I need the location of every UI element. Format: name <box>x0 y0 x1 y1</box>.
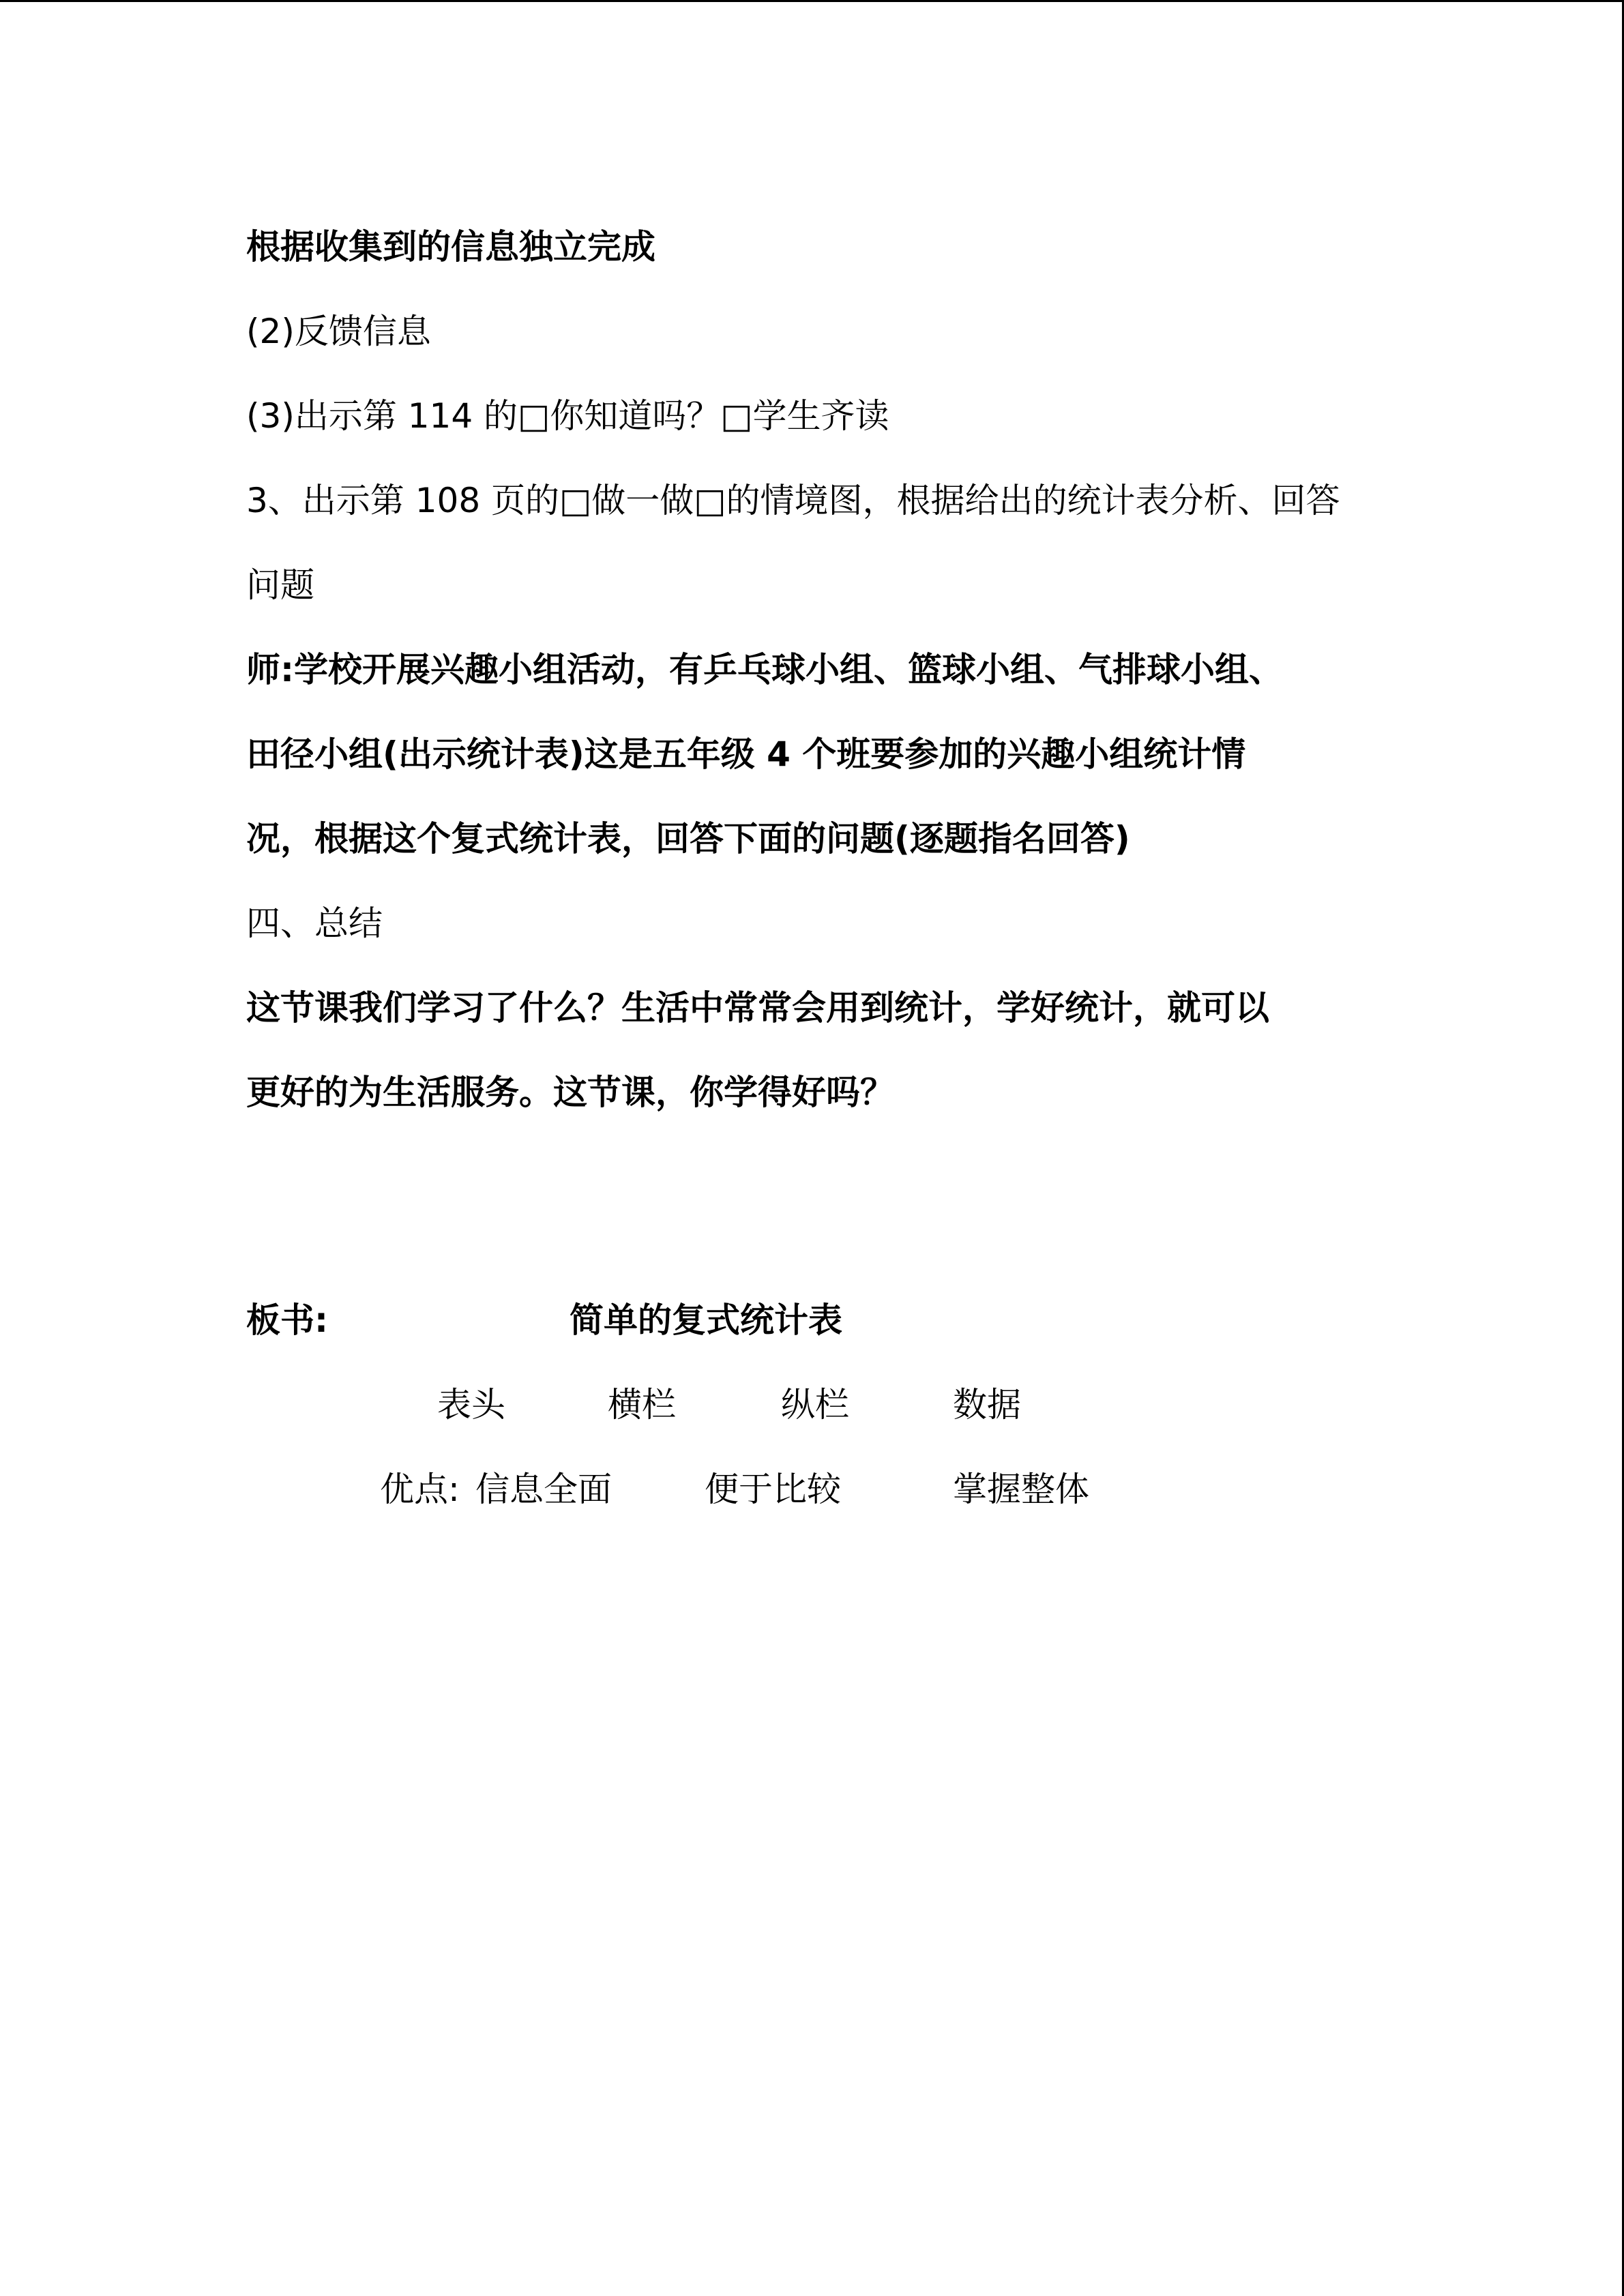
board-title: 简单的复式统计表 <box>570 1300 842 1340</box>
paragraph-3: (3)出示第 114 的□你知道吗？□学生齐读 <box>246 396 889 436</box>
board-part: 横栏 <box>608 1385 676 1425</box>
paragraph-11: 更好的为生活服务。这节课，你学得好吗？ <box>246 1073 894 1112</box>
paragraph-2: (2)反馈信息 <box>246 312 431 351</box>
paragraph-5: 问题 <box>246 565 314 605</box>
section-heading-summary: 四、总结 <box>246 904 383 943</box>
board-part: 表头 <box>437 1385 505 1425</box>
board-part: 数据 <box>953 1385 1021 1425</box>
board-parts-row <box>246 1362 1378 1447</box>
board-advantage: 掌握整体 <box>953 1470 1089 1509</box>
board-label: 板书: <box>246 1300 328 1340</box>
paragraph-1: 根据收集到的信息独立完成 <box>246 227 655 267</box>
paragraph-8: 况，根据这个复式统计表，回答下面的问题(逐题指名回答) <box>246 819 1130 859</box>
board-advantage: 便于比较 <box>705 1470 841 1509</box>
paragraph-6: 师:学校开展兴趣小组活动，有乒乓球小组、篮球小组、气排球小组、 <box>246 650 1283 689</box>
paragraph-4: 3、出示第 108 页的□做一做□的情境图，根据给出的统计表分析、回答 <box>246 481 1340 520</box>
paragraph-7: 田径小组(出示统计表)这是五年级 4 个班要参加的兴趣小组统计情 <box>246 734 1246 774</box>
board-part: 纵栏 <box>781 1385 849 1425</box>
board-title-row <box>246 1278 1378 1362</box>
board-advantages-label: 优点: <box>380 1470 460 1509</box>
paragraph-10: 这节课我们学习了什么？生活中常常会用到统计，学好统计，就可以 <box>246 988 1269 1028</box>
board-advantage: 信息全面 <box>475 1470 612 1509</box>
document-body <box>246 205 1378 1532</box>
page-border-top <box>0 0 1624 2</box>
board-advantages-row <box>246 1447 1378 1532</box>
